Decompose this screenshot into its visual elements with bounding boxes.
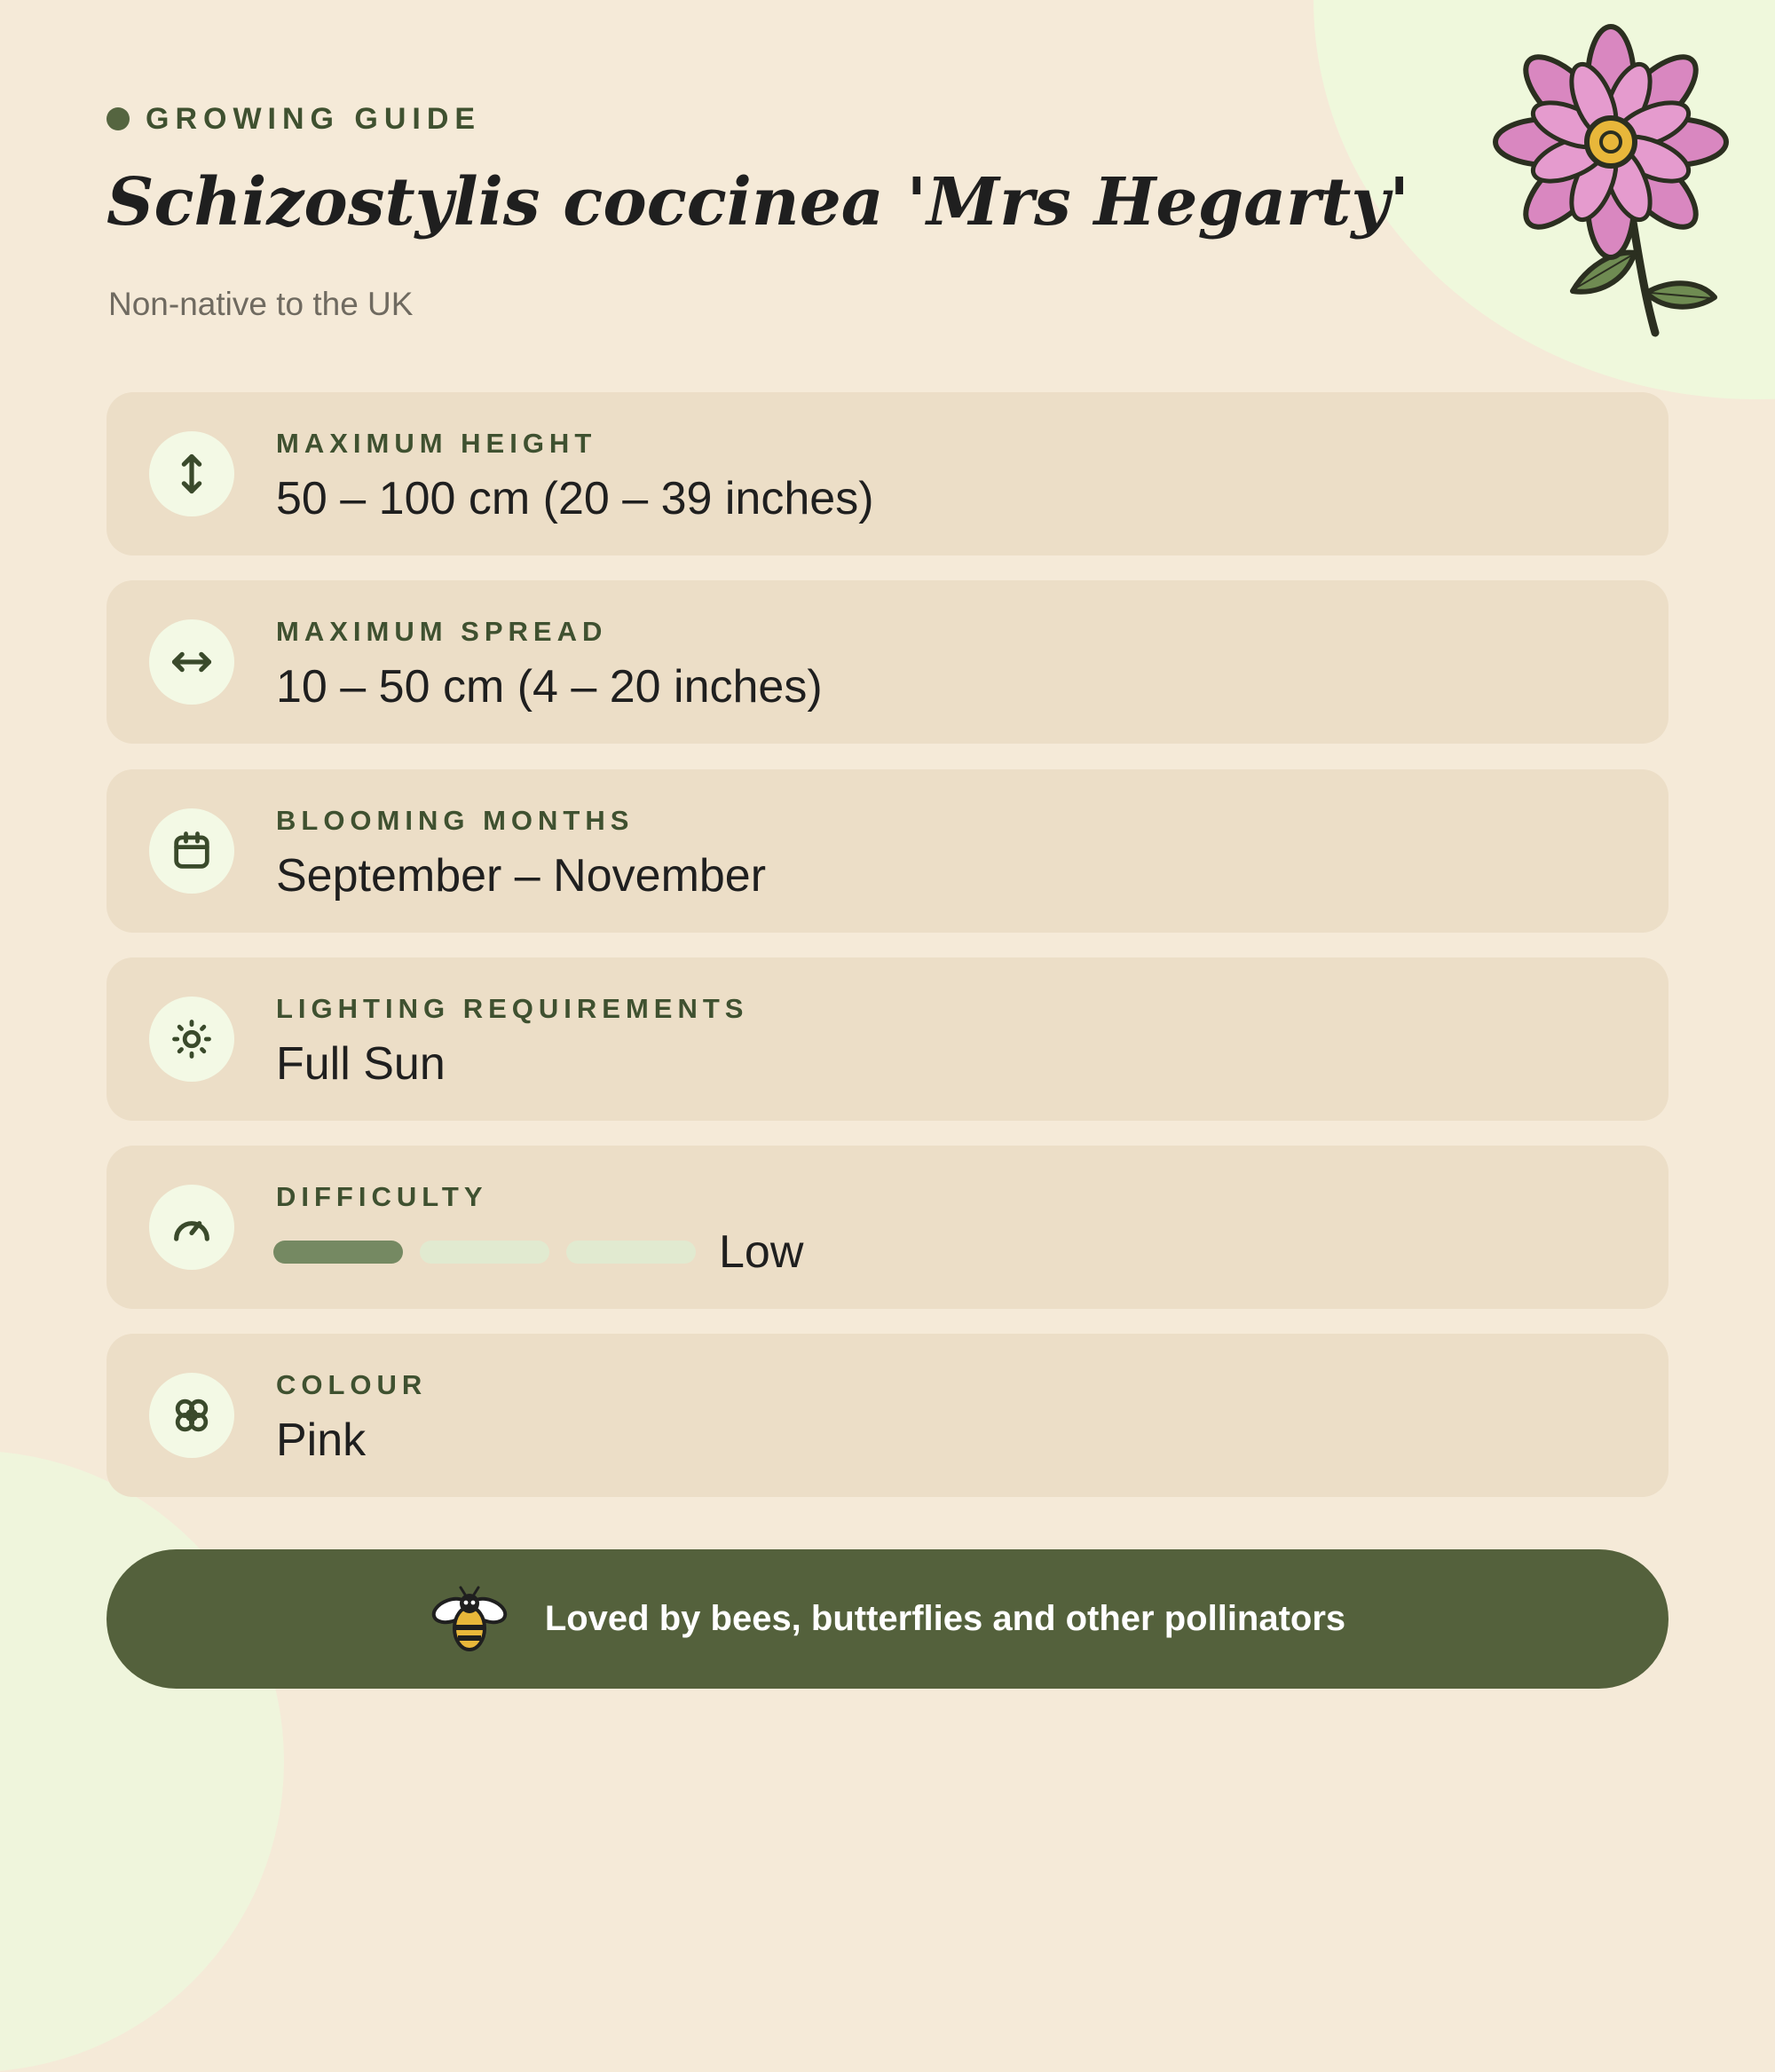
kicker-dot-icon <box>106 107 130 130</box>
bee-icon <box>430 1584 509 1655</box>
spec-card-height <box>106 392 1668 555</box>
spec-label: COLOUR <box>276 1369 428 1400</box>
banner-text: Loved by bees, butterflies and other pollinators <box>544 1599 1346 1638</box>
spec-icon-badge <box>149 1373 234 1458</box>
spec-icon-badge <box>149 1185 234 1270</box>
sun-icon <box>169 1016 215 1062</box>
difficulty-segment <box>566 1241 696 1264</box>
spec-card-lighting <box>106 957 1668 1121</box>
spec-card-colour <box>106 1334 1668 1497</box>
gauge-icon <box>169 1204 215 1250</box>
page-subtitle: Non-native to the UK <box>108 286 414 322</box>
spec-card-spread <box>106 580 1668 744</box>
spec-label: DIFFICULTY <box>276 1181 488 1212</box>
spec-icon-badge <box>149 997 234 1082</box>
kicker-label: GROWING GUIDE <box>146 101 482 136</box>
spec-card-difficulty <box>106 1146 1668 1309</box>
decorative-blob-bottom <box>0 1451 284 2072</box>
difficulty-meter <box>273 1223 803 1281</box>
spec-icon-badge <box>149 431 234 516</box>
horizontal-arrows-icon <box>169 639 215 685</box>
spec-value: September – November <box>276 850 767 902</box>
difficulty-segment <box>420 1241 549 1264</box>
spec-label: MAXIMUM SPREAD <box>276 616 608 647</box>
spec-icon-badge <box>149 808 234 894</box>
spec-value: 50 – 100 cm (20 – 39 inches) <box>276 473 874 524</box>
flower-icon <box>169 1392 215 1438</box>
pollinator-banner <box>106 1549 1668 1689</box>
vertical-arrows-icon <box>169 451 215 497</box>
calendar-icon <box>169 828 215 874</box>
spec-value: Full Sun <box>276 1038 446 1090</box>
spec-label: LIGHTING REQUIREMENTS <box>276 993 749 1024</box>
spec-icon-badge <box>149 619 234 705</box>
spec-card-blooming <box>106 769 1668 933</box>
pink-flower-illustration <box>1482 18 1748 346</box>
spec-value: Pink <box>276 1414 367 1466</box>
section-kicker <box>106 98 481 140</box>
spec-label: BLOOMING MONTHS <box>276 805 635 836</box>
difficulty-segment <box>273 1241 403 1264</box>
page-title: Schizostylis coccinea 'Mrs Hegarty' <box>106 164 1410 240</box>
difficulty-value: Low <box>719 1226 804 1278</box>
spec-label: MAXIMUM HEIGHT <box>276 428 597 459</box>
spec-value: 10 – 50 cm (4 – 20 inches) <box>276 661 823 713</box>
